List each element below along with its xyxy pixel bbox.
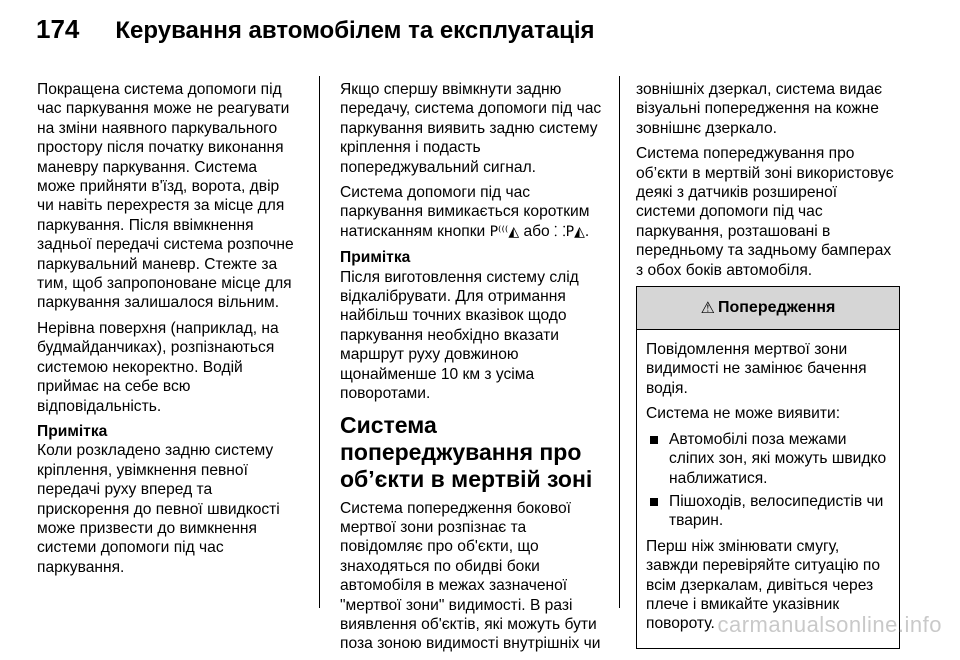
note-label: Примітка: [37, 422, 108, 440]
warning-list: [646, 430, 890, 531]
note-text: Коли розкладено задню систему кріплення, увімкнення певної передачі руху вперед та прискорення до певної швидкості може призвести до вимкнення системи допомоги під час паркування.: [37, 442, 280, 576]
paragraph: Покращена система допомоги під час паркування може не реагувати на зміни наявного паркувального простору після початку виконання маневру паркування. Система може прийняти в'їзд, ворота, двір чи навіть перехрестя за місце для паркування. Після ввімкнення задньої передачі система розпочне паркувальний маневр. Стежте за тим, щоб запропоноване місце для паркування залишалося вільним.: [37, 81, 294, 312]
parking-assist-button-icon: P⁽⁽⁽◭: [489, 223, 520, 240]
parking-assist-alt-button-icon: ⸬P◭: [554, 223, 585, 240]
watermark: carmanualsonline.info: [717, 612, 942, 637]
warning-header: [637, 287, 899, 330]
paragraph: Система попереджування про об’єкти в мертвій зоні використовує деякі з датчиків розширеної системи допомоги під час паркування, розташовані в передньому та задньому бамперах з обох боків автомобіля.: [636, 145, 894, 279]
paragraph: Система попередження бокової мертвої зони розпізнає та повідомляє про об'єкти, що знаходяться по обидві боки автомобіля в межах зазначеної "мертвої зони" видимості. В разі виявлення об'єктів, які можуть бути поза зоною видимості внутрішніх чи: [340, 499, 601, 653]
column-divider-2: [619, 76, 620, 608]
chapter-title: Керування автомобілем та експлуатація: [115, 17, 595, 44]
list-item: Пішоходів, велосипедистів чи тварин.: [646, 492, 890, 531]
paragraph: зовнішніх дзеркал, система видає візуальні попередження на кожне зовнішнє дзеркало.: [636, 81, 883, 137]
column-divider-1: [319, 76, 320, 608]
conjunction-text: або: [523, 222, 550, 240]
paragraph: [340, 183, 602, 242]
text-column-3: [636, 80, 900, 649]
text-column-1: [37, 80, 299, 583]
page-header: [36, 14, 595, 54]
list-item: Автомобілі поза межами сліпих зон, які можуть швидко наближатися.: [646, 430, 890, 488]
note-text: Після виготовлення систему слід відкалібрувати. Для отримання найбільш точних вказівок щодо паркування необхідно вказати маршрут руху довжиною щонайменше 10 км з усіма поворотами.: [340, 268, 579, 403]
paragraph-text: Система допомоги під час паркування вимикається коротким натисканням кнопки: [340, 184, 590, 240]
paragraph: Якщо спершу ввімкнути задню передачу, система допомоги під час паркування виявить задню систему кріплення і подасть попереджувальний сигнал.: [340, 81, 602, 176]
warning-body: [637, 330, 899, 648]
paragraph: Нерівна поверхня (наприклад, на будмайданчиках), розпізнаються системою некоректно. Водій приймає на себе всю відповідальність.: [37, 319, 279, 415]
warning-paragraph: Повідомлення мертвої зони видимості не замінює бачення водія.: [646, 341, 867, 397]
warning-title: Попередження: [717, 299, 836, 317]
section-heading: Система попереджування про об’єкти в мертвій зоні: [340, 411, 593, 492]
text-column-2: [340, 80, 602, 660]
note-label: Примітка: [340, 249, 411, 267]
warning-icon: ⚠: [700, 298, 715, 318]
warning-paragraph: Система не може виявити:: [646, 405, 841, 423]
punctuation: .: [584, 222, 590, 240]
page-number: 174: [36, 14, 80, 44]
warning-paragraph: Перш ніж змінювати смугу, завжди перевіряйте ситуацію по всім дзеркалам, дивіться через плече і вмикайте указівник повороту.: [646, 537, 880, 633]
warning-box: [636, 286, 900, 649]
